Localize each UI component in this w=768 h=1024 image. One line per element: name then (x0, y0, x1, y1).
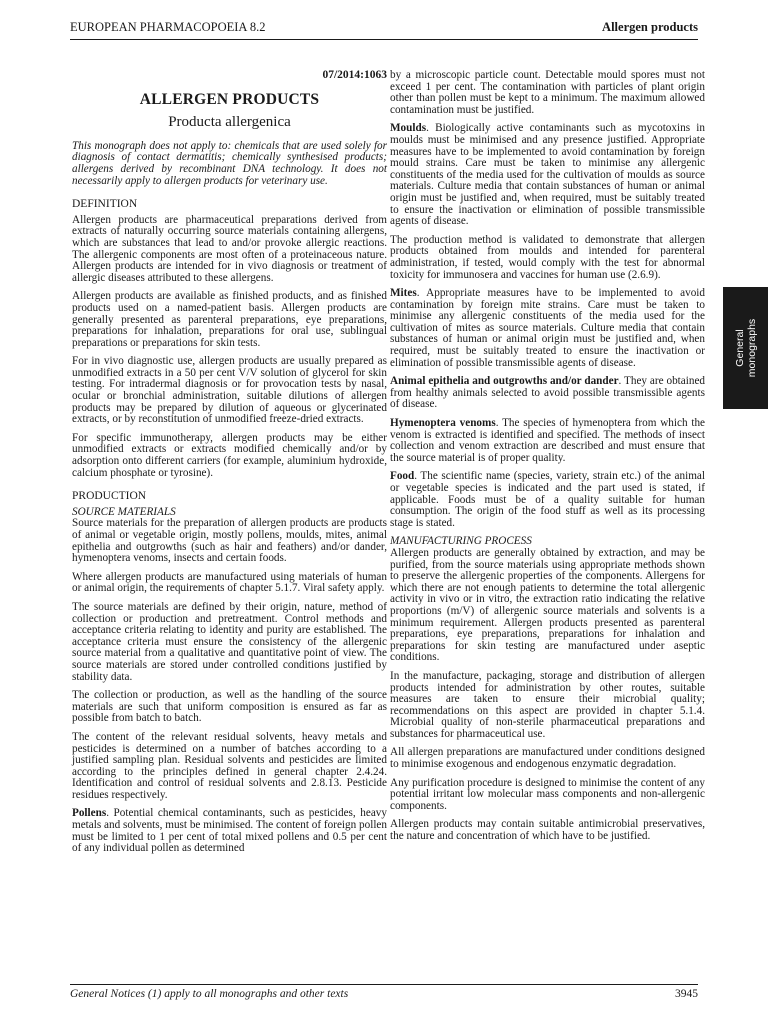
food-text: . The scientific name (species, variety, strain etc.) of the animal or vegetable species is indicated and the part used is stated, if applicable. Foods must be of a quality suitable for human consumption. The origin of the food stuff as well as its processing stage is stated. (390, 470, 705, 529)
monograph-reference: 07/2014:1063 (322, 69, 387, 81)
source-paragraph: Where allergen products are manufactured using materials of human or animal origin, the requirements of chapter 5.1.7. Viral safety apply. (72, 570, 387, 595)
definition-paragraph: Allergen products are pharmaceutical preparations derived from extracts of naturally occurring source materials containing allergens, which are substances that lead to and/or provoke allergic reactions. The allergenic components are most often of a proteinaceous nature. Allergen products are intended for in vivo diagnosis or treatment of allergic diseases attributed to these allergens. (72, 213, 387, 284)
pollens-continuation: by a microscopic particle count. Detectable mould spores must not exceed 1 per cent. The contamination with particles of plant origin other than pollen must be kept to a minimum. The maximum allowed contamination must be justified. (390, 69, 705, 116)
definition-paragraph: For in vivo diagnostic use, allergen products are usually prepared as unmodified extracts in a 50 per cent V/V solution of glycerol for skin testing. For intradermal diagnosis or for provocation tests by nasal, ocular or bronchial administration, suitable dilutions of allergen products may be prepared by dilution of aqueous or glycerinated extracts, or by reconstitution of unmodified freeze-dried extracts. (72, 355, 387, 426)
running-header (70, 14, 698, 40)
manufacturing-paragraph: Any purification procedure is designed to minimise the content of any potential irritant low molecular mass components and non-allergenic components. (390, 776, 705, 812)
mites-label: Mites (390, 287, 417, 300)
moulds-validation-paragraph: The production method is validated to demonstrate that allergen products obtained from moulds and intended for parenteral administration, if tested, would comply with the test for abnormal toxicity for immunosera and vaccines for human use (2.6.9). (390, 233, 705, 281)
header-monograph-title: Allergen products (602, 20, 698, 34)
definition-paragraph: For specific immunotherapy, allergen products may be either unmodified extracts or extracts modified chemically and/or by adsorption onto different carriers (for example, aluminium hydroxide, calcium phosphate or tyrosine). (72, 431, 387, 479)
pollens-label: Pollens (72, 807, 107, 820)
pollens-paragraph (72, 808, 387, 854)
animal-text: . They are obtained from healthy animals selected to avoid possible transmissible agents of disease. (390, 375, 705, 411)
hymenoptera-text: . The species of hymenoptera from which the venom is extracted is identified and specified. The methods of insect collection and venom extraction are described and must ensure that the source material is of proper quality. (390, 417, 705, 464)
manufacturing-paragraph: Allergen products may contain suitable antimicrobial preservatives, the nature and concentration of which have to be justified. (390, 818, 705, 843)
hymenoptera-label: Hymenoptera venoms (390, 417, 496, 430)
header-publication: EUROPEAN PHARMACOPOEIA 8.2 (70, 20, 266, 34)
manufacturing-paragraph: All allergen preparations are manufactured under conditions designed to minimise exogenous and endogenous enzymatic degradation. (390, 746, 705, 771)
right-column (390, 70, 705, 850)
footer-notice: General Notices (1) apply to all monographs and other texts (70, 988, 349, 1000)
manufacturing-paragraph: In the manufacture, packaging, storage and distribution of allergen products intended for administration by other routes, suitable measures are taken to ensure their microbial quality; recommendations on this aspect are provided in chapter 5.1.4. Microbial quality of non-sterile pharmaceutical preparations and substances for pharmaceutical use. (390, 669, 705, 740)
manufacturing-heading: MANUFACTURING PROCESS (390, 535, 532, 548)
page-number: 3945 (675, 988, 698, 1000)
source-paragraph: Source materials for the preparation of allergen products are products of animal or vegetable origin, mostly pollens, moulds, mites, animal epithelia and outgrowths (such as hair and feathers) and/or dander, hymenoptera venoms, insects and certain foods. (72, 517, 387, 565)
scope-note: This monograph does not apply to: chemicals that are used solely for diagnosis of contact dermatitis; chemically synthesised products; allergens derived by recombinant DNA technology. It does not necessarily apply to allergen products for veterinary use. (72, 139, 387, 187)
source-paragraph: The content of the relevant residual solvents, heavy metals and pesticides is determined on a number of batches according to a justified sampling plan. Residual solvents and pesticides are limited according to the principles defined in general chapter 2.4.24. Identification and control of residual solvents and 2.8.13. Pesticide residues respectively. (72, 730, 387, 801)
mites-text: . Appropriate measures have to be implemented to avoid contamination by foreign mite strains. Care must be taken to minimise any allergenic constituents of the media used for the cultivation of mites as source materials. Culture media that contain substances of human or animal origin must be justified and, when required, must be suitably treated to ensure the inactivation or elimination of possible transmissible agents of disease. (390, 287, 705, 369)
production-heading: PRODUCTION (72, 490, 147, 503)
manufacturing-paragraph: Allergen products are generally obtained by extraction, and may be purified, from the source materials using appropriate methods shown to preserve the allergenic properties of the components. Allergens for which there are not enough patients to determine the total allergenic activity in vivo or in vitro, the extraction ratio indicating the relative proportions (m/V) of allergenic source materials and solvents is a minimum requirement. Allergen products presented as parenteral preparations, eye preparations, preparations for inhalation and preparations for skin testing are manufactured under aseptic conditions. (390, 546, 705, 664)
monograph-title: ALLERGEN PRODUCTS (139, 90, 320, 108)
monograph-latin-title: Producta allergenica (168, 114, 291, 131)
animal-label: Animal epithelia and outgrowths and/or dander (390, 375, 619, 388)
running-footer (70, 984, 698, 1000)
left-column (72, 70, 387, 862)
moulds-text: . Biologically active contaminants such as mycotoxins in moulds must be minimised and any presence justified. Appropriate measures have to be implemented to avoid contamination by foreign mould strains. Care must be taken to minimise any allergenic constituents of the media used for the cultivation of moulds as source materials. Culture media that contain substances of human or animal origin must be justified and, when required, must be suitably treated to ensure the inactivation or elimination of possible transmissible agents of disease. (390, 122, 705, 228)
mites-paragraph (390, 288, 705, 369)
section-thumb-tab (723, 287, 768, 409)
source-paragraph: The collection or production, as well as the handling of the source materials are such that uniform composition is ensured as far as possible from batch to batch. (72, 689, 387, 725)
food-label: Food (390, 470, 415, 483)
hymenoptera-paragraph (390, 418, 705, 464)
definition-paragraph: Allergen products are available as finished products, and as finished products used on a named-patient basis. Allergen products are generally presented as parenteral preparations, eye preparations, preparations for inhalation, preparations for oral use, sublingual preparations or preparations for skin tests. (72, 290, 387, 349)
section-tab-label: General monographs (733, 318, 758, 378)
pollens-text: . Potential chemical contaminants, such as pesticides, heavy metals and solvents, must be minimised. The content of foreign pollen must be limited to 1 per cent of total mixed pollens and 0.5 per cent of any individual pollen as determined (72, 807, 387, 855)
source-paragraph: The source materials are defined by their origin, nature, method of collection or production and pretreatment. Control methods and acceptance criteria relating to identity and purity are established. The acceptance criteria must ensure the consistency of the allergenic source material from a qualitative and quantitative point of view. The source materials are stored under controlled conditions justified by stability data. (72, 600, 387, 683)
animal-paragraph (390, 376, 705, 411)
moulds-label: Moulds (390, 122, 427, 135)
source-materials-heading: SOURCE MATERIALS (72, 505, 176, 518)
moulds-paragraph (390, 123, 705, 227)
definition-heading: DEFINITION (72, 198, 138, 211)
food-paragraph (390, 471, 705, 529)
